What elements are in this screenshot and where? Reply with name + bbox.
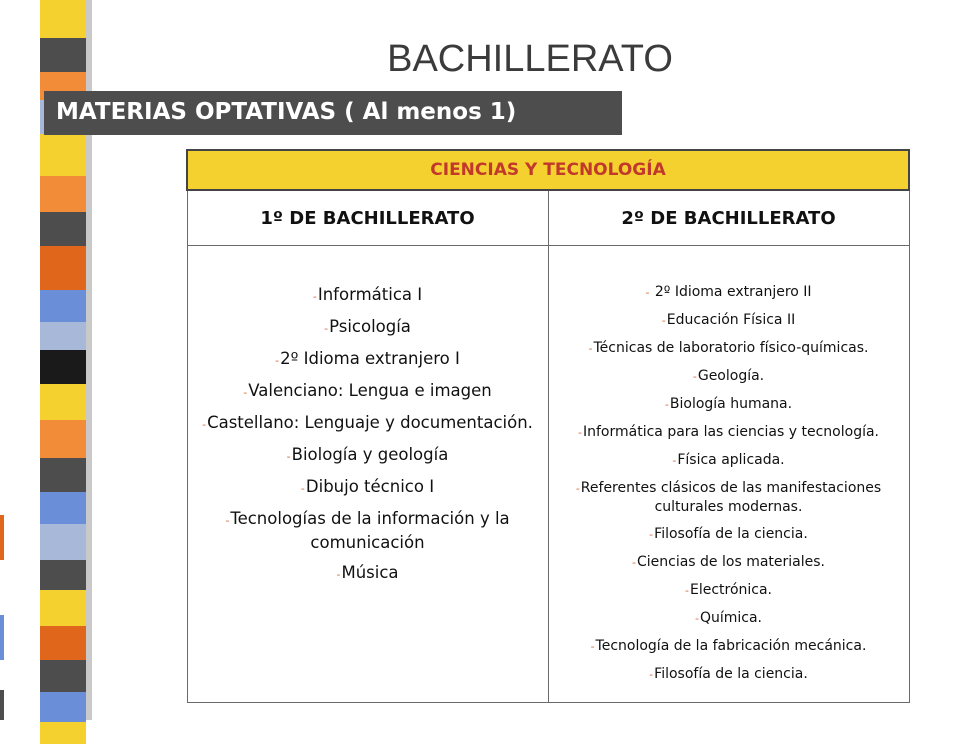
stripe-block bbox=[40, 290, 86, 322]
slide-title: BACHILLERATO bbox=[387, 38, 673, 80]
bullet-dash: - bbox=[300, 482, 305, 495]
subject-label: Ciencias de los materiales. bbox=[636, 554, 825, 570]
second-year-subject bbox=[549, 637, 909, 656]
stripe-block bbox=[40, 420, 86, 458]
second-year-subject bbox=[549, 283, 909, 302]
slide-edge bbox=[0, 0, 4, 720]
first-year-subject bbox=[188, 316, 548, 340]
bullet-dash: - bbox=[312, 290, 317, 303]
first-year-subject bbox=[188, 284, 548, 308]
second-year-subject bbox=[549, 451, 909, 470]
stripe-block bbox=[40, 626, 86, 660]
bullet-dash: - bbox=[575, 482, 580, 495]
bullet-dash: - bbox=[694, 612, 699, 625]
second-year-subject bbox=[549, 395, 909, 414]
stripe-block bbox=[40, 0, 86, 38]
subject-label: 2º Idioma extranjero II bbox=[650, 284, 812, 300]
bullet-dash: - bbox=[672, 454, 677, 467]
bullet-dash: - bbox=[684, 584, 689, 597]
stripe-block bbox=[40, 322, 86, 350]
subject-label: Informática para las ciencias y tecnología. bbox=[582, 424, 879, 440]
stripe-block bbox=[40, 458, 86, 492]
subject-label: Referentes clásicos de las manifestaciones culturales modernas. bbox=[580, 480, 882, 515]
stripe-block bbox=[40, 38, 86, 72]
bullet-dash: - bbox=[649, 528, 654, 541]
first-year-subject bbox=[188, 562, 548, 586]
second-year-subject bbox=[549, 311, 909, 330]
second-year-subject bbox=[549, 367, 909, 386]
bullet-dash: - bbox=[692, 370, 697, 383]
bullet-dash: - bbox=[336, 568, 341, 581]
bullet-dash: - bbox=[286, 450, 291, 463]
subject-label: Psicología bbox=[329, 317, 411, 336]
stripe-block bbox=[40, 350, 86, 384]
first-year-subject bbox=[188, 444, 548, 468]
bullet-dash: - bbox=[664, 398, 669, 411]
subject-label: Química. bbox=[699, 610, 763, 626]
bullet-dash: - bbox=[649, 668, 654, 681]
second-year-subject bbox=[549, 609, 909, 628]
subject-label: Filosofía de la ciencia. bbox=[654, 526, 808, 542]
subject-label: Técnicas de laboratorio físico-químicas. bbox=[593, 340, 869, 356]
second-year-subject bbox=[549, 525, 909, 544]
bullet-dash: - bbox=[225, 514, 230, 527]
stripe-block bbox=[40, 176, 86, 212]
category-header: CIENCIAS Y TECNOLOGÍA bbox=[187, 150, 909, 190]
stripe-block bbox=[40, 246, 86, 290]
subject-label: Física aplicada. bbox=[677, 452, 785, 468]
second-year-subject bbox=[549, 581, 909, 600]
bullet-dash: - bbox=[661, 314, 666, 327]
second-year-subject bbox=[549, 553, 909, 572]
subject-label: Castellano: Lenguaje y documentación. bbox=[207, 413, 533, 432]
second-year-subject bbox=[549, 479, 909, 516]
stripe-block bbox=[40, 660, 86, 692]
subject-label: Educación Física II bbox=[666, 312, 796, 328]
subjects-table bbox=[186, 149, 910, 703]
first-year-subject bbox=[188, 348, 548, 372]
stripe-block bbox=[40, 384, 86, 420]
subject-label: Tecnologías de la información y la comunicación bbox=[230, 509, 510, 552]
first-year-subject bbox=[188, 476, 548, 500]
stripe-block bbox=[40, 212, 86, 246]
second-year-subject bbox=[549, 423, 909, 442]
bullet-dash: - bbox=[590, 640, 595, 653]
second-year-subject bbox=[549, 665, 909, 684]
subject-label: Valenciano: Lengua e imagen bbox=[248, 381, 492, 400]
second-year-cell bbox=[548, 246, 909, 703]
subject-label: Dibujo técnico I bbox=[305, 477, 435, 496]
subject-label: Electrónica. bbox=[689, 582, 773, 598]
stripe-block bbox=[40, 722, 86, 744]
bullet-dash: - bbox=[243, 386, 248, 399]
first-year-cell bbox=[187, 246, 548, 703]
subject-label: Biología humana. bbox=[669, 396, 793, 412]
stripe-block bbox=[40, 692, 86, 722]
banner-label: MATERIAS OPTATIVAS ( Al menos 1) bbox=[56, 99, 517, 125]
bullet-dash: - bbox=[578, 426, 582, 439]
bullet-dash: - bbox=[645, 286, 650, 299]
subject-label: 2º Idioma extranjero I bbox=[280, 349, 460, 368]
subject-label: Filosofía de la ciencia. bbox=[654, 666, 808, 682]
stripe-block bbox=[40, 560, 86, 590]
bullet-dash: - bbox=[324, 322, 329, 335]
bullet-dash: - bbox=[588, 342, 593, 355]
stripe-block bbox=[40, 590, 86, 626]
first-year-subject bbox=[188, 508, 548, 554]
column-header-first-year: 1º DE BACHILLERATO bbox=[187, 190, 548, 246]
bullet-dash: - bbox=[202, 418, 207, 431]
first-year-subject bbox=[188, 380, 548, 404]
column-header-second-year: 2º DE BACHILLERATO bbox=[548, 190, 909, 246]
subject-label: Tecnología de la fabricación mecánica. bbox=[595, 638, 867, 654]
first-year-list bbox=[188, 246, 548, 586]
second-year-list bbox=[549, 246, 909, 684]
stripe-block bbox=[40, 492, 86, 524]
bullet-dash: - bbox=[275, 354, 280, 367]
subject-label: Música bbox=[341, 563, 399, 582]
stripe-block bbox=[40, 134, 86, 176]
subject-label: Biología y geología bbox=[291, 445, 449, 464]
stripe-block bbox=[40, 524, 86, 560]
first-year-subject bbox=[188, 412, 548, 436]
bullet-dash: - bbox=[632, 556, 636, 569]
second-year-subject bbox=[549, 339, 909, 358]
subject-label: Informática I bbox=[317, 285, 423, 304]
subject-label: Geología. bbox=[697, 368, 765, 384]
